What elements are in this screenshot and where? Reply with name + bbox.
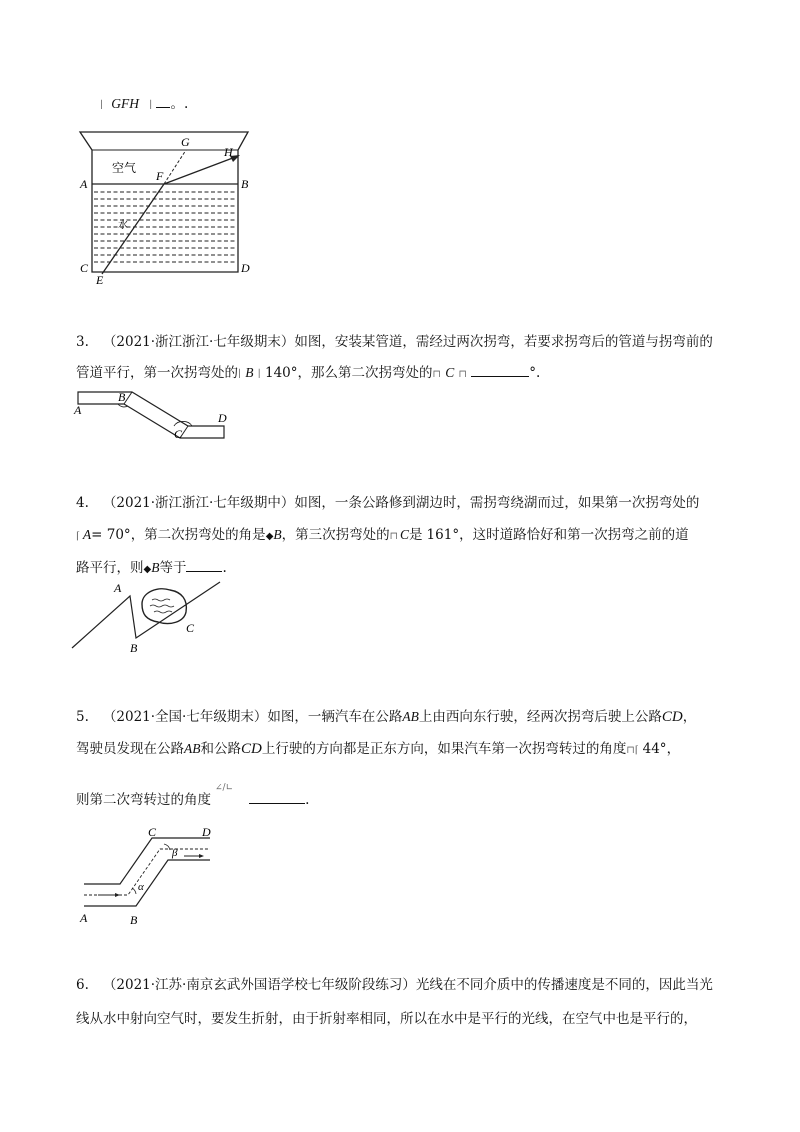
- point-A: A: [80, 177, 88, 191]
- point-E: E: [96, 273, 104, 286]
- point-B: B: [118, 390, 126, 404]
- point-D: D: [241, 261, 250, 275]
- q2-suffix: 。.: [170, 96, 189, 112]
- question-number: 4.: [76, 495, 89, 511]
- point-H: H: [224, 145, 233, 159]
- angle-mark: ∣: [238, 369, 241, 380]
- var-CD: CD: [241, 741, 262, 757]
- point-A: A: [74, 403, 82, 417]
- question-text: ，: [666, 741, 681, 757]
- question-number: 5.: [76, 709, 89, 725]
- question-text: 线从水中射向空气时，要发生折射，由于折射率相同，所以在水中是平行的光线，在空气中也是平行的，: [76, 1011, 697, 1027]
- q5-line-1: [76, 708, 696, 726]
- angle-value: 140°: [264, 365, 298, 381]
- question-text: .: [222, 560, 227, 576]
- var-C: C: [400, 527, 410, 542]
- question-source: （2021·江苏·南京玄武外国语学校七年级阶段练习）: [102, 977, 416, 993]
- point-C: C: [80, 261, 89, 275]
- angle-value: 161°: [426, 527, 460, 543]
- question-text: 管道平行，第一次拐弯处的: [76, 365, 238, 381]
- angle-mark: ⊓⌈: [626, 745, 639, 756]
- label-air: 空气: [112, 161, 137, 175]
- point-B: B: [241, 177, 249, 191]
- point-C: C: [174, 427, 183, 441]
- q4-line-3: [76, 558, 227, 579]
- label-water: 水: [118, 220, 128, 231]
- q3-pipe-figure: [70, 386, 270, 446]
- var-B: B: [151, 560, 160, 575]
- var-B: B: [273, 527, 282, 542]
- answer-blank: [249, 790, 305, 804]
- var-C: C: [445, 365, 455, 380]
- question-text: 光线在不同介质中的传播速度是不同的，因此当光: [415, 977, 713, 993]
- point-D: D: [218, 411, 227, 425]
- var-A: A: [82, 527, 92, 542]
- q4-line-2: [76, 526, 689, 546]
- point-D: D: [202, 826, 211, 839]
- angle-mark: ◆: [265, 531, 274, 542]
- label-alpha: α: [138, 881, 144, 893]
- point-B: B: [130, 641, 138, 655]
- question-number: 3.: [76, 334, 89, 350]
- question-number: 6.: [76, 977, 89, 993]
- question-text: ，第三次拐弯处的: [281, 527, 390, 543]
- q5-line-3: [76, 783, 310, 811]
- angle-mark: ⊓: [389, 531, 399, 542]
- q3-line-2: [76, 363, 540, 384]
- question-text: 如图，安装某管道，需经过两次拐弯，若要求拐弯后的管道与拐弯前的: [294, 334, 713, 350]
- point-A: A: [114, 581, 122, 595]
- q2-refraction-figure: [74, 126, 264, 286]
- question-text: 则第二次弯转过的角度: [76, 792, 211, 808]
- question-text: 等于: [159, 560, 187, 576]
- label-beta: β: [172, 847, 178, 859]
- q4-line-1: [76, 494, 699, 512]
- q5-line-2: [76, 740, 680, 760]
- point-C: C: [186, 621, 195, 635]
- q4-road-figure: [70, 578, 230, 658]
- question-text: ，这时道路恰好和第一次拐弯之前的道: [459, 527, 689, 543]
- q6-line-1: [76, 976, 713, 994]
- angle-mark: ⊓: [432, 369, 441, 380]
- question-source: （2021·浙江浙江·七年级期中）: [102, 495, 295, 511]
- point-F: F: [156, 169, 164, 183]
- question-text: ，第二次拐弯处的角是: [130, 527, 266, 543]
- question-text: 上由西向东行驶，经两次拐弯后驶上公路: [418, 709, 662, 725]
- var-B: B: [245, 365, 254, 380]
- question-text: ，那么第二次拐弯处的: [297, 365, 433, 381]
- q2-answer-line: [100, 94, 188, 115]
- question-text: 如图，一条公路修到湖边时，需拐弯绕湖而过，如果第一次拐弯处的: [294, 495, 700, 511]
- answer-blank: [471, 363, 529, 377]
- var-CD: CD: [661, 709, 683, 725]
- answer-blank: [156, 94, 170, 108]
- point-C: C: [148, 826, 157, 839]
- angle-mark: ◆: [143, 564, 152, 575]
- angle-value: = 70°: [91, 527, 131, 543]
- angle-mark: ∠/∟: [215, 783, 234, 793]
- q3-line-1: [76, 333, 713, 351]
- question-text: 路平行，则: [76, 560, 144, 576]
- angle-mark: ∣: [100, 100, 103, 111]
- angle-expr: GFH: [111, 96, 139, 111]
- point-B: B: [130, 913, 138, 927]
- question-text: .: [305, 792, 310, 808]
- q5-road-figure: [74, 826, 224, 930]
- angle-mark: ∣: [257, 369, 261, 380]
- point-A: A: [80, 911, 88, 925]
- angle-mark: ⊓: [458, 369, 467, 380]
- var-AB: AB: [184, 741, 201, 756]
- question-text: 和公路: [200, 741, 241, 757]
- angle-value: 44°: [642, 741, 667, 757]
- question-text: ，: [682, 709, 697, 725]
- question-source: （2021·浙江浙江·七年级期末）: [102, 334, 295, 350]
- angle-mark: ⌈: [76, 531, 80, 542]
- question-text: 驾驶员发现在公路: [76, 741, 184, 757]
- question-text: 上行驶的方向都是正东方向，如果汽车第一次拐弯转过的角度: [261, 741, 627, 757]
- point-G: G: [181, 135, 190, 149]
- q6-line-2: [76, 1010, 697, 1028]
- question-source: （2021·全国·七年级期末）: [102, 709, 268, 725]
- answer-blank: [186, 558, 222, 572]
- question-text: °.: [529, 365, 541, 381]
- question-text: 是: [409, 527, 423, 543]
- angle-mark: ∣: [149, 100, 153, 111]
- question-text: 如图，一辆汽车在公路: [267, 709, 403, 725]
- var-AB: AB: [402, 709, 419, 724]
